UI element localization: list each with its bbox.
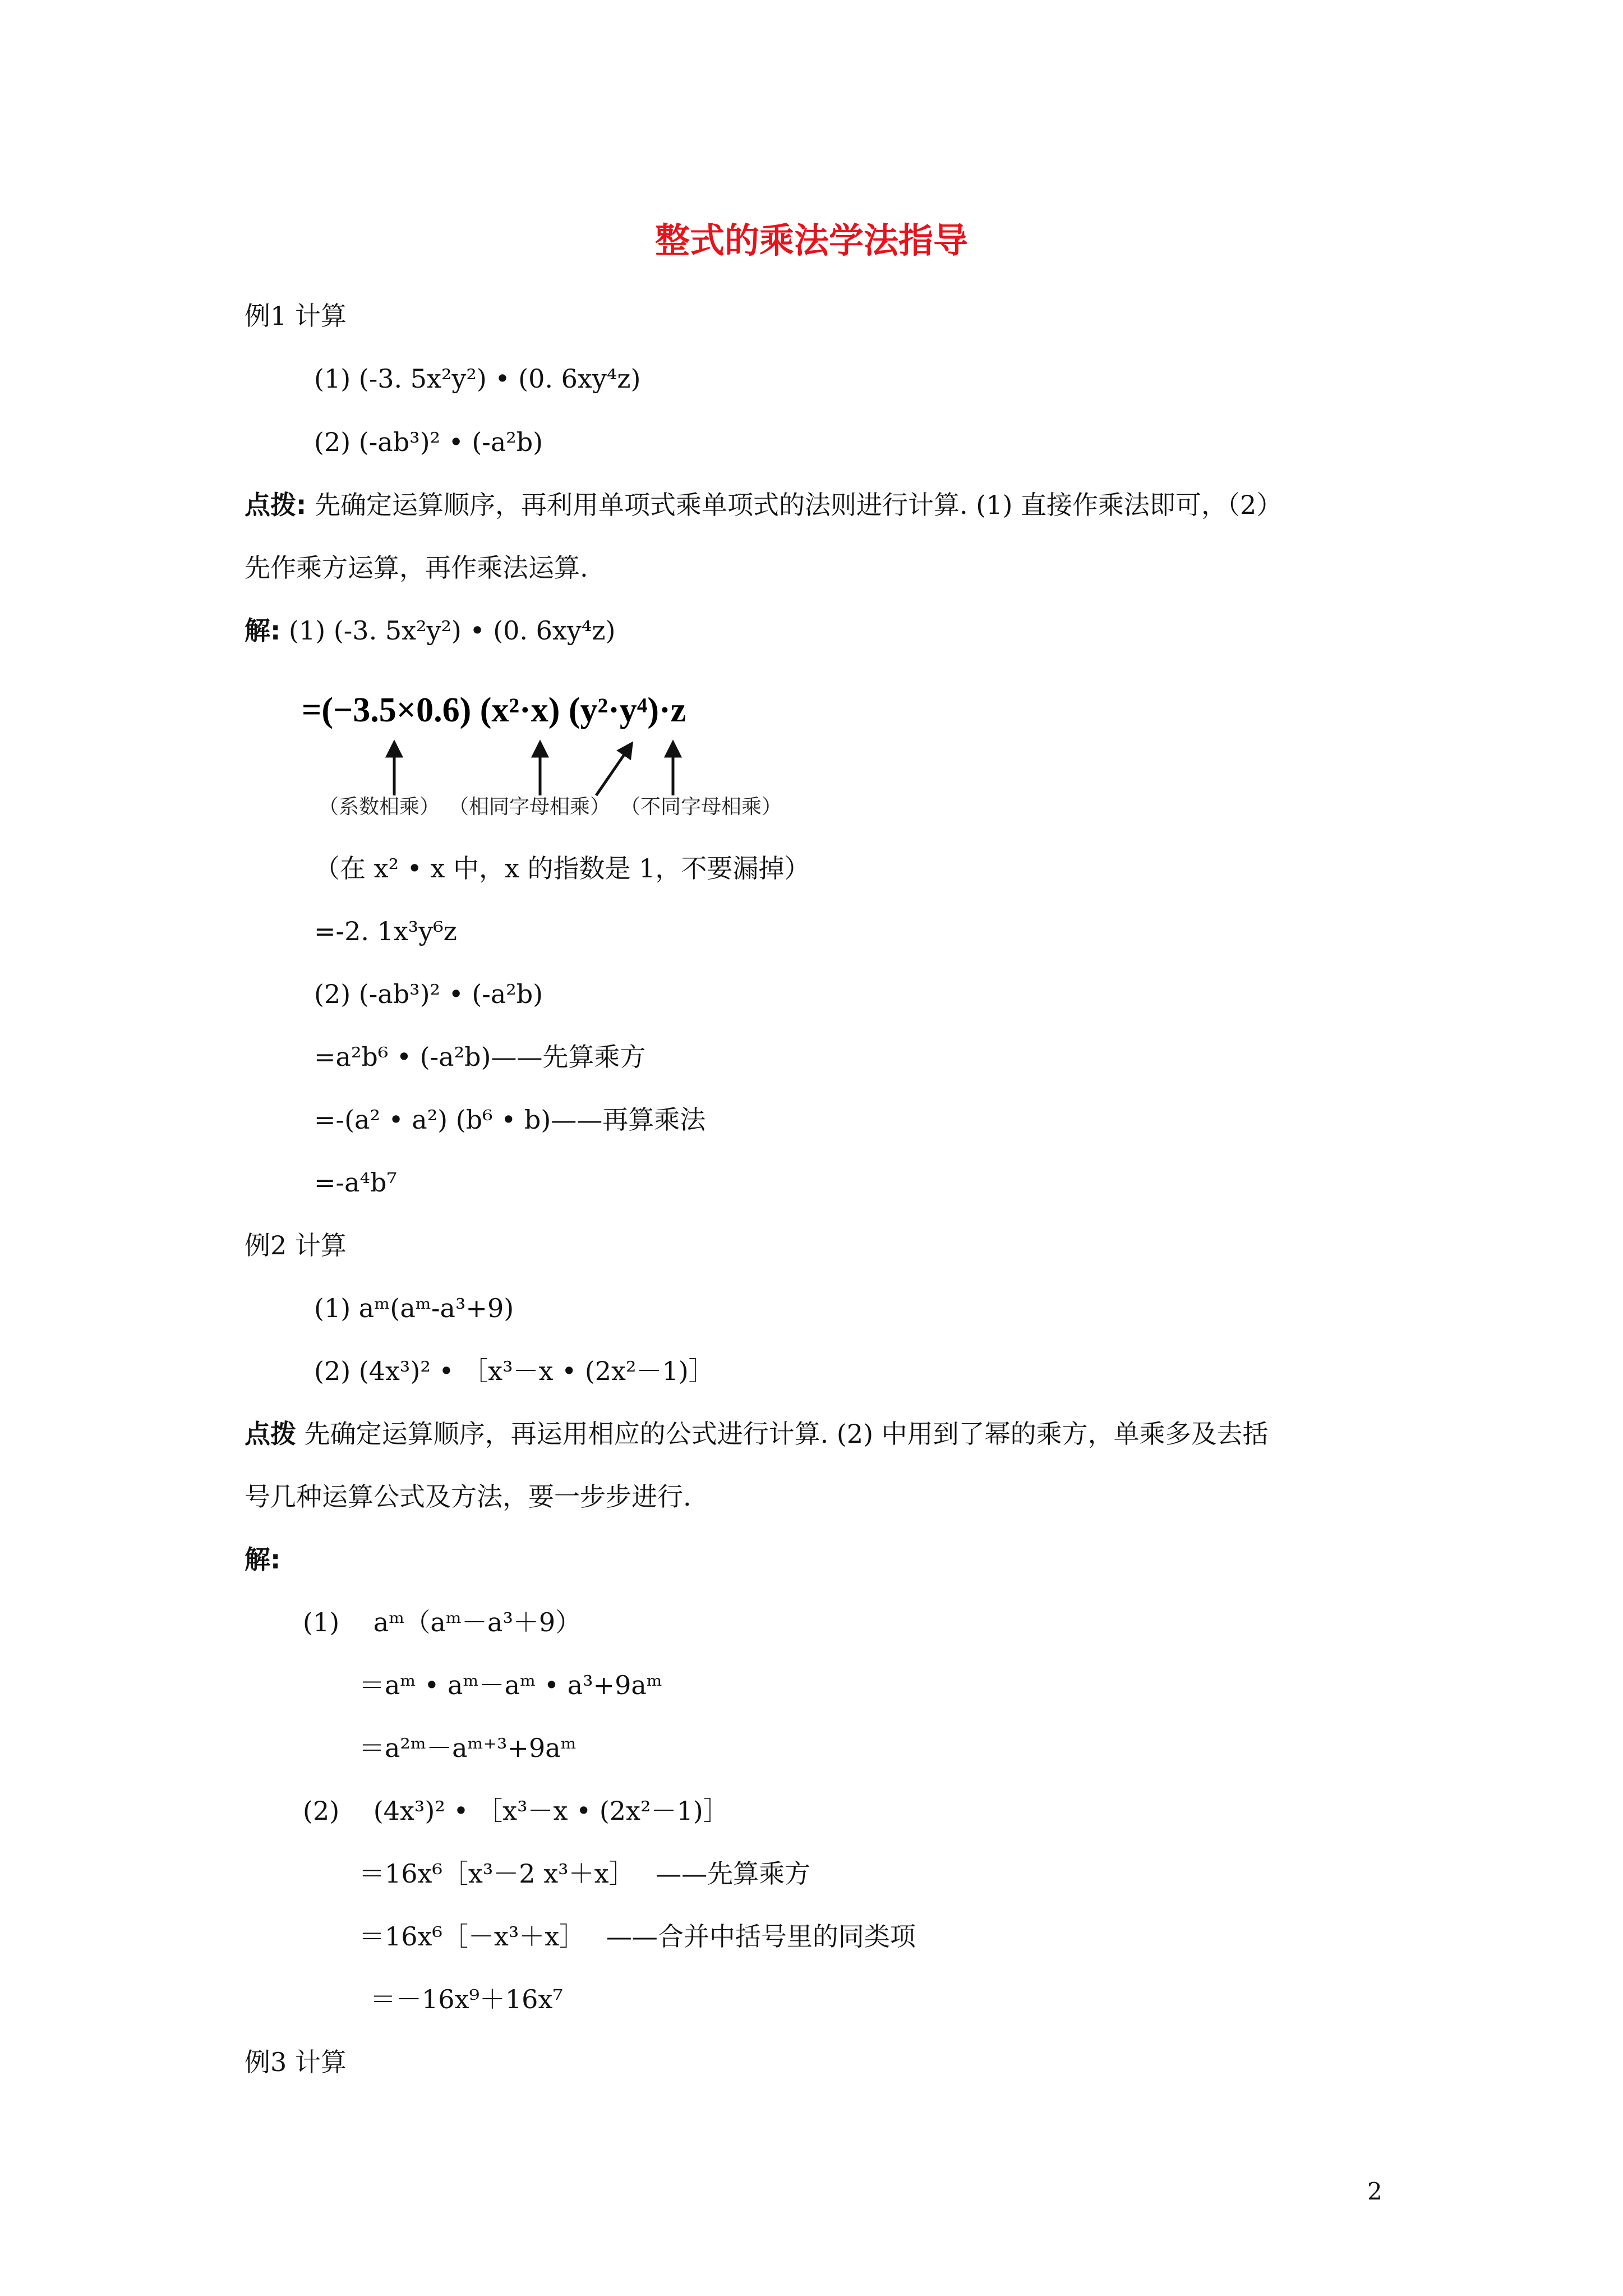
solution-label-1: 解: (245, 615, 281, 646)
figure-expression: =(−3.5×0.6) (x²·x) (y²·y⁴)·z (302, 691, 686, 729)
solution-2-step-2: ＝aᵐ • aᵐ－aᵐ • a³+9aᵐ (359, 1670, 662, 1700)
example-1-heading: 例1 计算 (245, 301, 347, 331)
solution-2-step-7: ＝－16x⁹＋16x⁷ (370, 1984, 563, 2014)
hint-2-line-1: 先确定运算顺序，再运用相应的公式进行计算. (2) 中用到了幂的乘方，单乘多及去括 (304, 1419, 1269, 1449)
caption-coefficient: （系数相乘） (319, 795, 440, 818)
example-1-item-2: (2) (-ab³)² • (-a²b) (314, 427, 543, 457)
hint-2-line-2: 号几种运算公式及方法，要一步步进行. (245, 1481, 691, 1512)
example-2-item-1: (1) aᵐ(aᵐ-a³+9) (314, 1293, 514, 1323)
arrow-same-letter-y-head (619, 744, 631, 758)
solution-2-step-3: ＝a²ᵐ－aᵐ⁺³+9aᵐ (359, 1733, 577, 1763)
solution-label-2: 解: (245, 1544, 281, 1575)
solution-1-step-3: =a²b⁶ • (-a²b)——先算乘方 (314, 1042, 646, 1072)
hint-1-line-1: 先确定运算顺序，再利用单项式乘单项式的法则进行计算. (1) 直接作乘法即可，（2） (315, 490, 1283, 520)
arrow-coefficient-head (388, 743, 401, 756)
hint-label-2: 点拨 (245, 1419, 296, 1449)
solution-1-note: （在 x² • x 中，x 的指数是 1，不要漏掉） (314, 853, 810, 884)
example-2-item-2: (2) (4x³)² • ［x³－x • (2x²－1)］ (314, 1356, 714, 1386)
solution-1-step-4: =-(a² • a²) (b⁶ • b)——再算乘法 (314, 1105, 706, 1135)
page-title: 整式的乘法学法指导 (654, 220, 968, 261)
solution-1-result: =-2. 1x³y⁶z (314, 916, 457, 946)
solution-1-step-1: (1) (-3. 5x²y²) • (0. 6xy⁴z) (289, 615, 616, 646)
caption-same-letter: （相同字母相乘） (449, 795, 611, 818)
hint-1-line-2: 先作乘方运算，再作乘法运算. (245, 553, 588, 583)
example-3-heading: 例3 计算 (245, 2047, 347, 2077)
solution-1-step-5: =-a⁴b⁷ (314, 1167, 397, 1198)
solution-2-step-1: (1) aᵐ（aᵐ－a³＋9） (303, 1607, 582, 1637)
solution-2-step-4: (2) (4x³)² • ［x³－x • (2x²－1)］ (303, 1796, 729, 1826)
example-1-item-1: (1) (-3. 5x²y²) • (0. 6xy⁴z) (314, 364, 641, 394)
arrow-same-letter-head (533, 743, 547, 756)
page-number: 2 (1367, 2178, 1382, 2205)
solution-2-step-6: ＝16x⁶［－x³＋x］ ——合并中括号里的同类项 (359, 1921, 916, 1952)
solution-2-step-5: ＝16x⁶［x³－2 x³＋x］ ——先算乘方 (359, 1858, 811, 1889)
solution-1-step-2: (2) (-ab³)² • (-a²b) (314, 979, 543, 1009)
hint-label-1: 点拨: (245, 490, 307, 520)
annotated-expression-figure (302, 689, 863, 818)
example-2-heading: 例2 计算 (245, 1230, 347, 1260)
caption-different-letter: （不同字母相乘） (620, 795, 782, 818)
arrow-same-letter-y (596, 751, 627, 795)
arrow-different-letter-head (666, 743, 680, 756)
